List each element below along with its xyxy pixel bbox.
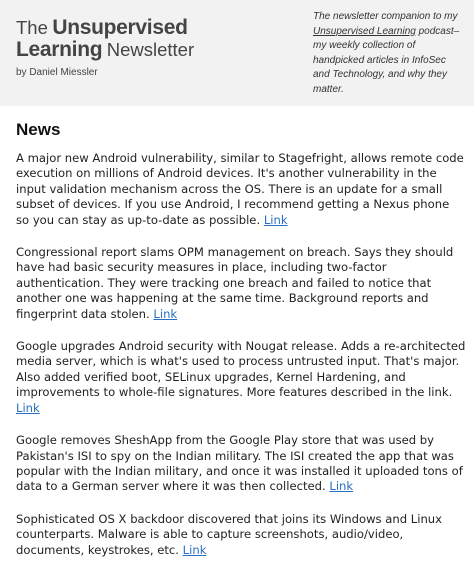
news-item bbox=[16, 433, 466, 495]
section-title: News bbox=[16, 120, 61, 139]
news-list bbox=[16, 151, 466, 575]
logo-newsletter: Newsletter bbox=[106, 39, 195, 60]
news-item-text: Google removes SheshApp from the Google Play store that was used by Pakistan's ISI to spy on the Indian military. The ISI created the app that was popular with the Indian military, and once it was installed it uploaded tons of data to a German server where it was then collected. bbox=[16, 433, 463, 494]
newsletter-logo bbox=[16, 18, 194, 78]
logo-learning: Learning bbox=[16, 38, 103, 61]
logo-the: The bbox=[16, 17, 48, 38]
news-item-text: Google upgrades Android security with Nougat release. Adds a re-architected media server, which is what's used to process untrusted input. That's major. Also added verified boot, SELinux upgrades, Kernel Hardening, and improvements to whole-file signatures. More features described in the link. bbox=[16, 339, 466, 400]
tagline-after: podcast–my weekly collection of handpicked articles in InfoSec and Technology, and why they matter. bbox=[313, 25, 460, 95]
news-item-text: A major new Android vulnerability, similar to Stagefright, allows remote code execution on millions of Android devices. It's another vulnerability in the input validation mechanism across the OS. There is an update for a small subset of devices. If you use Android, I recommend getting a Nexus phone so you can stay as up-to-date as possible. bbox=[16, 151, 464, 227]
logo-line-2 bbox=[16, 40, 194, 62]
news-item-link[interactable]: Link bbox=[329, 479, 354, 494]
byline: by Daniel Miessler bbox=[16, 67, 98, 78]
news-item bbox=[16, 339, 466, 416]
logo-line-1 bbox=[16, 18, 194, 40]
news-item-link[interactable]: Link bbox=[16, 400, 40, 415]
news-item-link[interactable]: Link bbox=[182, 542, 207, 557]
news-item-link[interactable]: Link bbox=[263, 212, 288, 227]
podcast-link[interactable]: Unsupervised Learning bbox=[313, 25, 416, 37]
news-item-text: Congressional report slams OPM management on breach. Says they should have had basic security measures in place, including two-factor authentication. They were tracking one breach and failed to notice that another one was happening at the same time. Background reports and fingerprint data stolen. bbox=[16, 245, 454, 321]
news-item bbox=[16, 512, 466, 558]
news-item bbox=[16, 245, 466, 322]
news-item bbox=[16, 151, 466, 228]
logo-unsupervised: Unsupervised bbox=[52, 16, 188, 39]
news-item-link[interactable]: Link bbox=[153, 306, 178, 321]
tagline-before: The newsletter companion to my bbox=[313, 11, 458, 22]
tagline bbox=[313, 10, 463, 98]
newsletter-header bbox=[0, 0, 474, 106]
news-item-text: Sophisticated OS X backdoor discovered that joins its Windows and Linux counterparts. Malware is able to capture screenshots, audio/video, documents, keystrokes, etc. bbox=[16, 511, 443, 557]
